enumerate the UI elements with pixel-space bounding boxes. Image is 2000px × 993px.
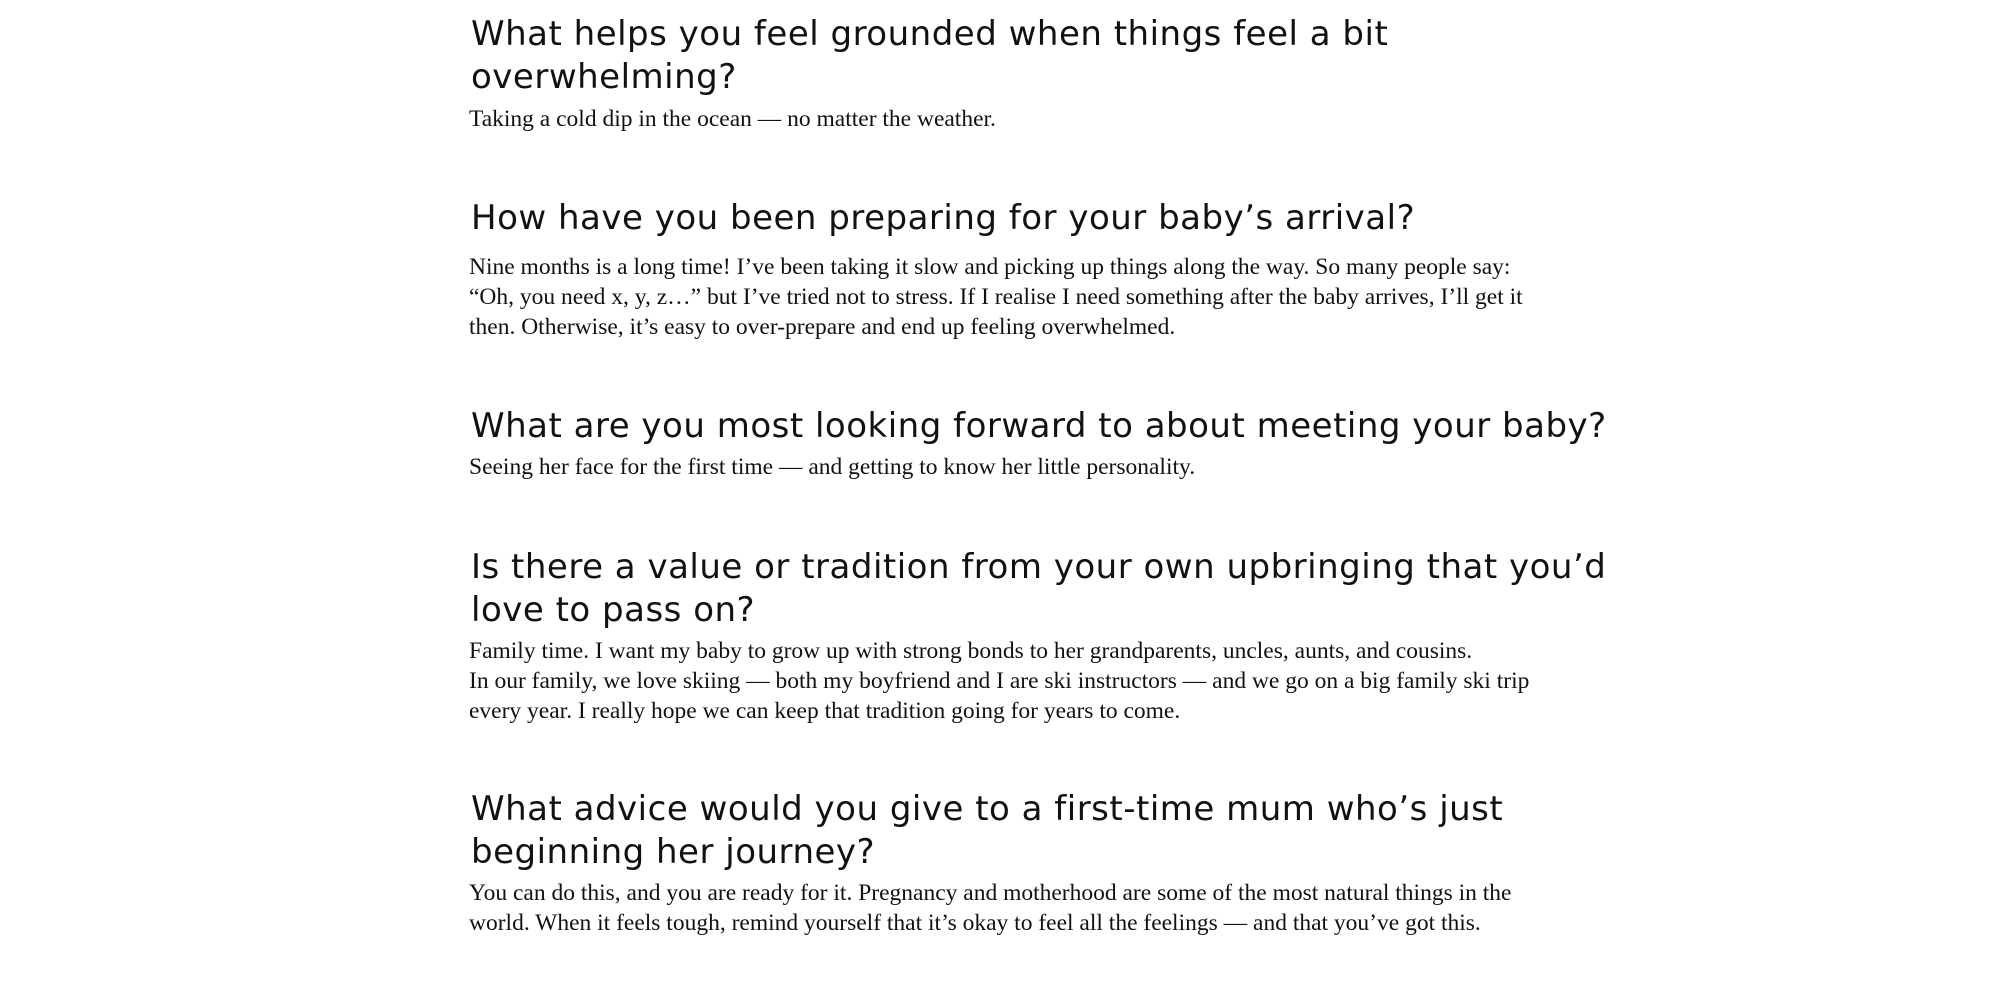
answer-text: Nine months is a long time! I’ve been taking it slow and picking up things along the way. So many people say: “Oh, you need x, y, z…” but I’ve tried not to stress. If I realise I need something after the baby arrives, I’ll get it then. Otherwise, it’s easy to over-prepare and end up feeling overwhelmed. <box>469 254 1523 340</box>
question-heading: What advice would you give to a first-time mum who’s just beginning her journey? <box>471 789 1504 872</box>
qa-block <box>469 405 1609 482</box>
answer-text: Seeing her face for the first time — and getting to know her little personality. <box>469 454 1196 480</box>
qa-block <box>469 197 1609 342</box>
answer-text: You can do this, and you are ready for it. Pregnancy and motherhood are some of the most natural things in the world. When it feels tough, remind yourself that it’s okay to feel all the feelings — and that you’ve got this. <box>469 880 1512 936</box>
qa-block <box>469 788 1609 938</box>
question-heading: How have you been preparing for your baby’s arrival? <box>471 198 1416 238</box>
question-heading: What are you most looking forward to about meeting your baby? <box>471 406 1607 446</box>
qa-block <box>469 546 1609 726</box>
qa-block <box>469 13 1609 134</box>
question-heading: What helps you feel grounded when things feel a bit overwhelming? <box>471 14 1389 97</box>
answer-text: Taking a cold dip in the ocean — no matter the weather. <box>469 106 996 132</box>
answer-text: Family time. I want my baby to grow up with strong bonds to her grandparents, uncles, aunts, and cousins. In our family, we love skiing — both my boyfriend and I are ski instructors — and we go on a big family ski trip every year. I really hope we can keep that tradition going for years to come. <box>469 638 1530 724</box>
question-heading: Is there a value or tradition from your own upbringing that you’d love to pass on? <box>471 547 1607 630</box>
